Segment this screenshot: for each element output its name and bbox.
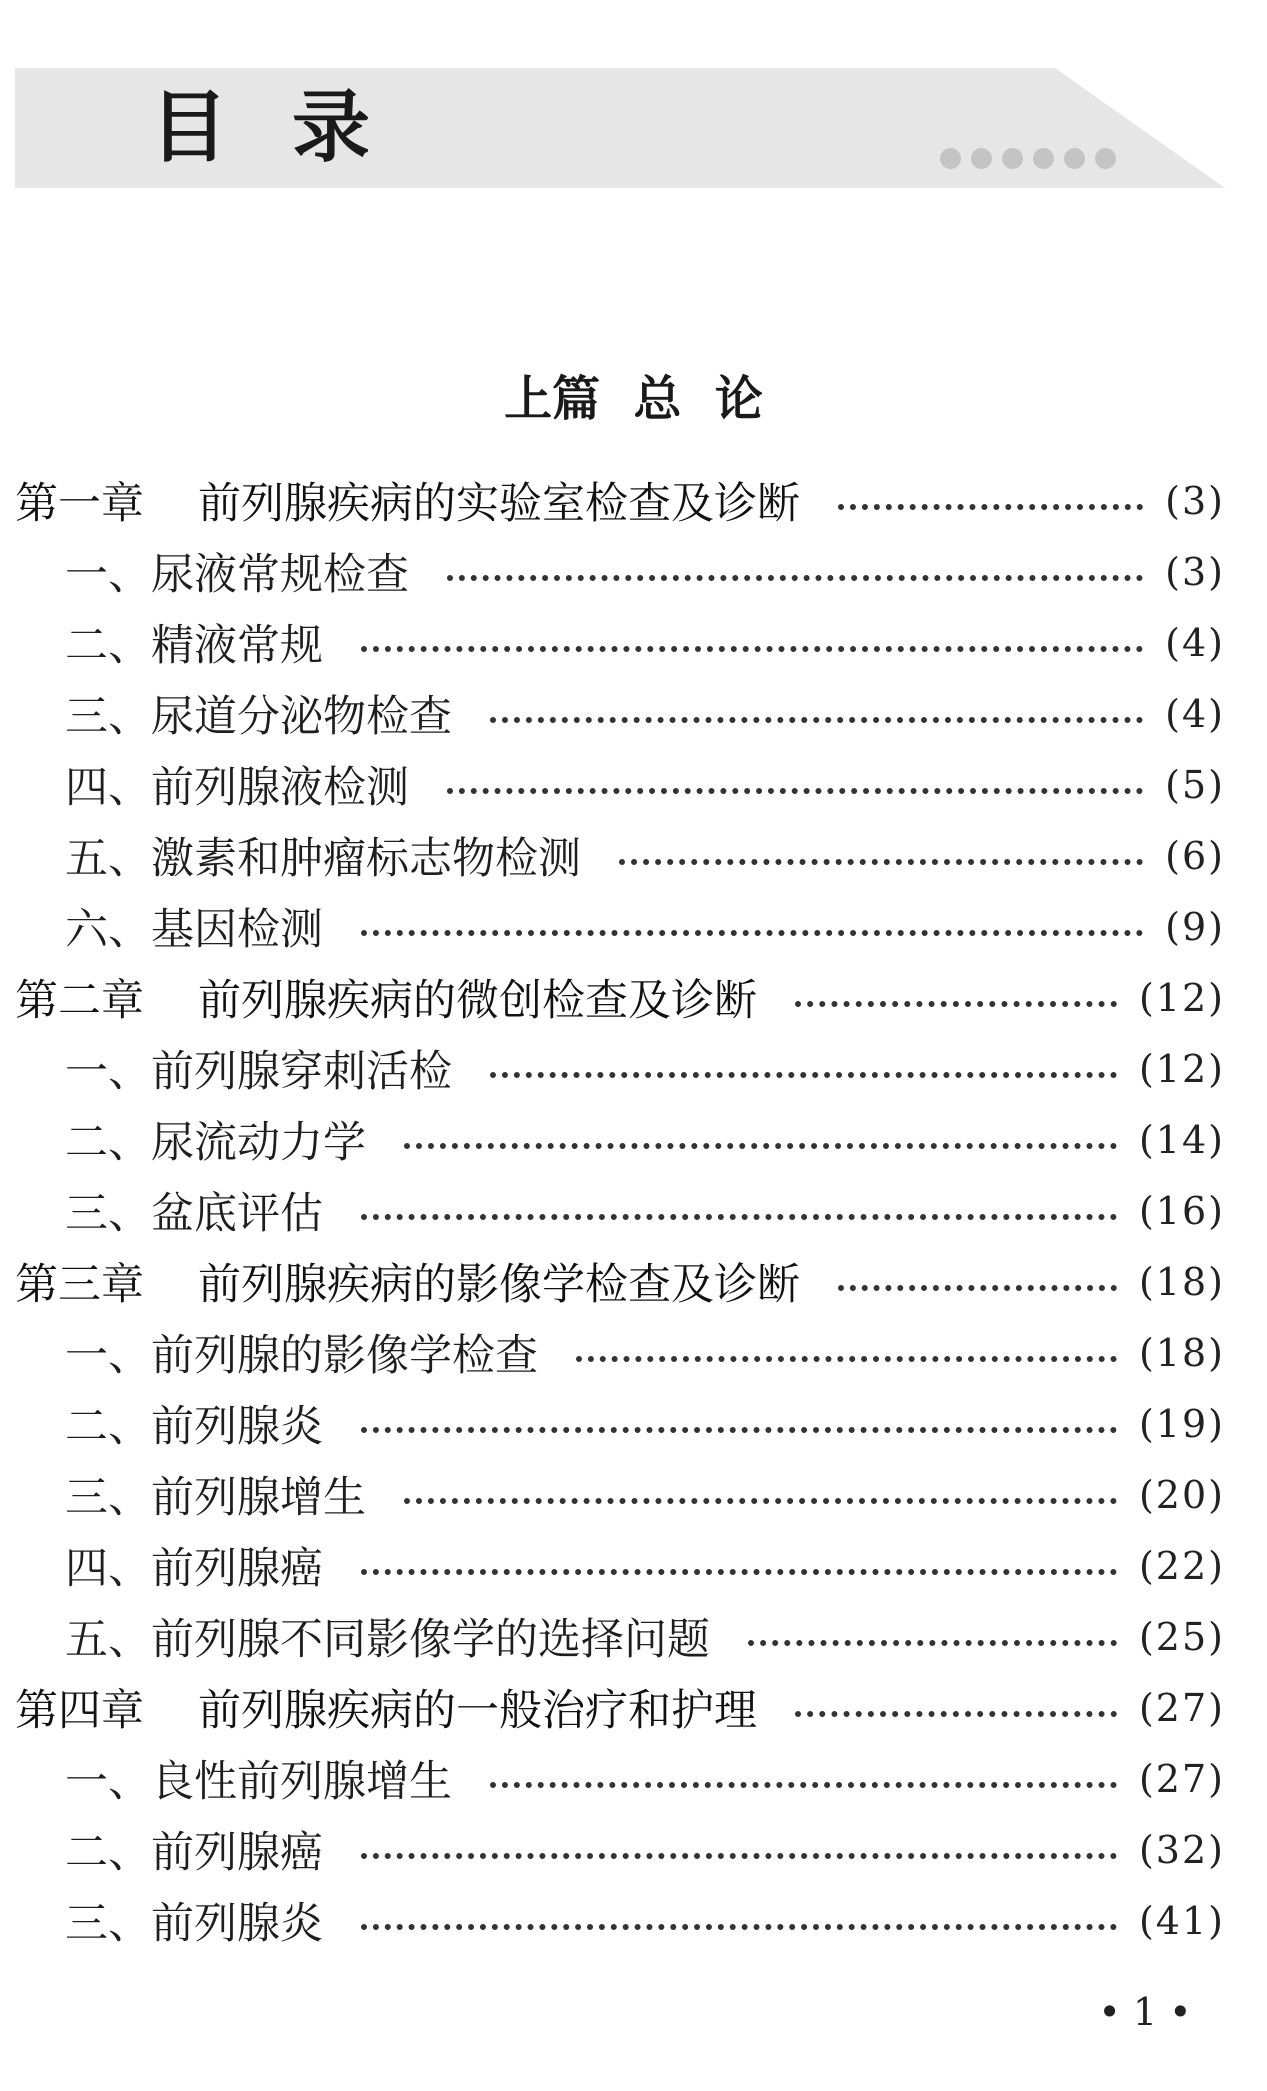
chapter-page: (12)	[1138, 975, 1225, 1020]
toc-section[interactable]	[65, 1388, 1225, 1459]
section-page: (18)	[1138, 1330, 1225, 1375]
dot-leader	[447, 575, 1143, 581]
section-title: 二、尿流动力学	[65, 1118, 366, 1168]
decorative-dot-icon	[940, 148, 961, 169]
chapter-title: 前列腺疾病的实验室检查及诊断	[198, 479, 800, 529]
section-title: 二、前列腺炎	[65, 1402, 323, 1452]
dot-leader	[795, 1711, 1117, 1717]
toc-section[interactable]	[65, 891, 1225, 962]
toc-section[interactable]	[65, 1530, 1225, 1601]
toc-section[interactable]	[65, 536, 1225, 607]
page-number: • 1 •	[1098, 1990, 1192, 2034]
chapter-number: 第一章	[15, 479, 144, 529]
dot-leader	[838, 1285, 1117, 1291]
chapter-title: 前列腺疾病的一般治疗和护理	[198, 1686, 757, 1736]
section-page: (32)	[1138, 1827, 1225, 1872]
chapter-page: (3)	[1165, 478, 1225, 523]
chapter-number: 第三章	[15, 1260, 144, 1310]
section-page: (4)	[1165, 691, 1225, 736]
section-title: 一、良性前列腺增生	[65, 1757, 452, 1807]
toc-chapter-4[interactable]	[15, 1672, 1225, 1743]
chapter-title: 前列腺疾病的微创检查及诊断	[198, 976, 757, 1026]
section-title: 四、前列腺液检测	[65, 763, 409, 813]
part-title: 上篇 总 论	[504, 371, 763, 427]
dot-leader	[447, 788, 1143, 794]
section-title: 五、激素和肿瘤标志物检测	[65, 834, 581, 884]
toc-section[interactable]	[65, 1743, 1225, 1814]
section-title: 三、盆底评估	[65, 1189, 323, 1239]
dot-leader	[361, 1569, 1117, 1575]
dot-leader	[361, 930, 1143, 936]
toc-section[interactable]	[65, 1175, 1225, 1246]
toc-section[interactable]	[65, 607, 1225, 678]
header-dots-decoration	[940, 148, 1116, 169]
toc-section[interactable]	[65, 1033, 1225, 1104]
dot-leader	[490, 717, 1143, 723]
decorative-dot-icon	[1002, 148, 1023, 169]
dot-leader	[795, 1001, 1117, 1007]
dot-leader	[361, 1214, 1117, 1220]
section-title: 三、尿道分泌物检查	[65, 692, 452, 742]
toc-chapter-3[interactable]	[15, 1246, 1225, 1317]
toc-section[interactable]	[65, 678, 1225, 749]
section-title: 二、精液常规	[65, 621, 323, 671]
dot-leader	[361, 646, 1143, 652]
section-page: (25)	[1138, 1614, 1225, 1659]
section-title: 二、前列腺癌	[65, 1828, 323, 1878]
toc-chapter-1[interactable]	[15, 465, 1225, 536]
section-page: (19)	[1138, 1401, 1225, 1446]
toc-section[interactable]	[65, 1317, 1225, 1388]
dot-leader	[404, 1143, 1117, 1149]
toc-section[interactable]	[65, 1459, 1225, 1530]
toc-chapter-2[interactable]	[15, 962, 1225, 1033]
dot-leader	[361, 1427, 1117, 1433]
section-title: 一、前列腺穿刺活检	[65, 1047, 452, 1097]
section-page: (6)	[1165, 833, 1225, 878]
section-page: (12)	[1138, 1046, 1225, 1091]
section-page: (22)	[1138, 1543, 1225, 1588]
decorative-dot-icon	[1095, 148, 1116, 169]
dot-leader	[576, 1356, 1117, 1362]
dot-leader	[490, 1072, 1117, 1078]
chapter-number: 第四章	[15, 1686, 144, 1736]
section-title: 三、前列腺炎	[65, 1899, 323, 1949]
section-page: (20)	[1138, 1472, 1225, 1517]
section-title: 三、前列腺增生	[65, 1473, 366, 1523]
section-title: 一、前列腺的影像学检查	[65, 1331, 538, 1381]
toc-section[interactable]	[65, 1104, 1225, 1175]
section-page: (5)	[1165, 762, 1225, 807]
dot-leader	[490, 1782, 1117, 1788]
toc-section[interactable]	[65, 820, 1225, 891]
section-page: (41)	[1138, 1898, 1225, 1943]
dot-leader	[404, 1498, 1117, 1504]
section-title: 一、尿液常规检查	[65, 550, 409, 600]
chapter-number: 第二章	[15, 976, 144, 1026]
section-page: (4)	[1165, 620, 1225, 665]
section-page: (9)	[1165, 904, 1225, 949]
toc-section[interactable]	[65, 1601, 1225, 1672]
decorative-dot-icon	[971, 148, 992, 169]
decorative-dot-icon	[1033, 148, 1054, 169]
chapter-page: (18)	[1138, 1259, 1225, 1304]
dot-leader	[361, 1853, 1117, 1859]
page-title: 目录	[150, 82, 435, 173]
section-page: (16)	[1138, 1188, 1225, 1233]
toc-section[interactable]	[65, 749, 1225, 820]
section-title: 六、基因检测	[65, 905, 323, 955]
toc-section[interactable]	[65, 1814, 1225, 1885]
section-title: 四、前列腺癌	[65, 1544, 323, 1594]
decorative-dot-icon	[1064, 148, 1085, 169]
section-page: (3)	[1165, 549, 1225, 594]
section-page: (14)	[1138, 1117, 1225, 1162]
dot-leader	[838, 504, 1143, 510]
toc-section[interactable]	[65, 1885, 1225, 1956]
dot-leader	[619, 859, 1143, 865]
chapter-title: 前列腺疾病的影像学检查及诊断	[198, 1260, 800, 1310]
section-title: 五、前列腺不同影像学的选择问题	[65, 1615, 710, 1665]
dot-leader	[748, 1640, 1117, 1646]
section-page: (27)	[1138, 1756, 1225, 1801]
dot-leader	[361, 1924, 1117, 1930]
chapter-page: (27)	[1138, 1685, 1225, 1730]
